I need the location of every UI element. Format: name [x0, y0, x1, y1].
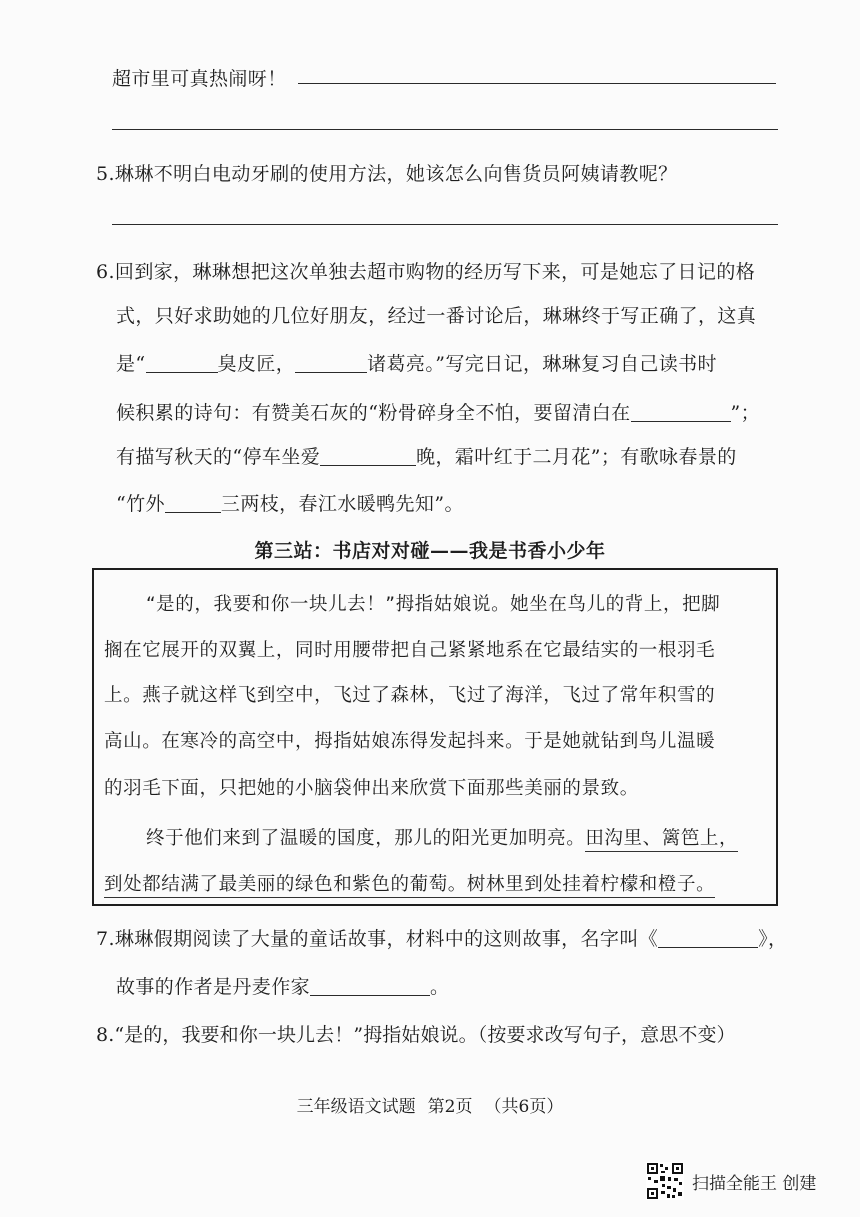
section-heading: 第三站：书店对对碰——我是书香小少年: [254, 540, 606, 562]
prompt-text: 超市里可真热闹呀！: [112, 68, 287, 90]
text-fragment: 有描写秋天的“停车坐爱: [116, 446, 321, 468]
fill-blank[interactable]: [295, 352, 367, 373]
passage-line: 搁在它展开的双翼上，同时用腰带把自己紧紧地系在它最结实的一根羽毛: [104, 640, 716, 661]
text-fragment: 春江水暖鸭先知”。: [298, 493, 464, 515]
text-fragment: 晚，霜叶红于二月花”；有歌咏春景的: [416, 446, 737, 468]
question-6-line: [116, 349, 717, 376]
passage-line: 高山。在寒冷的高空中，拇指姑娘冻得发起抖来。于是她就钻到鸟儿温暖: [104, 731, 716, 752]
answer-line[interactable]: [112, 129, 778, 130]
text-fragment: “竹外: [116, 493, 165, 515]
answer-line[interactable]: [112, 224, 778, 225]
text-fragment: 候积累的诗句：有赞美石灰的“粉骨碎身全不怕，要留清白在: [116, 402, 631, 424]
fill-blank[interactable]: [146, 352, 218, 373]
qr-code-icon: [646, 1162, 684, 1200]
text-fragment: 臭皮匠，: [217, 353, 296, 375]
footer-page: 第2页: [427, 1097, 473, 1117]
fill-blank[interactable]: [165, 492, 221, 513]
page-footer: [0, 1092, 860, 1117]
answer-line[interactable]: [298, 83, 776, 84]
question-6-line: 式，只好求助她的几位好朋友，经过一番讨论后，琳琳终于写正确了，这真: [116, 305, 757, 327]
question-6-line: [116, 398, 760, 425]
text-fragment: 三两枝，: [220, 493, 299, 515]
text-fragment: 是“: [116, 353, 146, 375]
passage-line: 上。燕子就这样飞到空中，飞过了森林，飞过了海洋，飞过了常年积雪的: [104, 685, 716, 706]
passage-line: [104, 870, 715, 896]
text-fragment: 。: [430, 976, 450, 998]
question-5: 5.琳琳不明白电动牙刷的使用方法，她该怎么向售货员阿姨请教呢？: [96, 163, 678, 185]
text-fragment: 诸葛亮。”写完日记，琳琳复习自己读书时: [367, 353, 717, 375]
passage-line: [146, 824, 738, 850]
question-6-line: 6.回到家，琳琳想把这次单独去超市购物的经历写下来，可是她忘了日记的格: [96, 261, 756, 283]
text-fragment: 》，: [758, 928, 788, 950]
text-fragment: 7.琳琳假期阅读了大量的童话故事，材料中的这则故事，名字叫《: [96, 928, 659, 950]
underlined-text: 到处都结满了最美丽的绿色和紫色的葡萄。树林里到处挂着柠檬和橙子。: [104, 874, 715, 898]
fill-blank[interactable]: [320, 445, 416, 466]
passage-line: “是的，我要和你一块儿去！”拇指姑娘说。她坐在鸟儿的背上，把脚: [146, 594, 721, 615]
footer-subject: 三年级语文试题: [296, 1097, 416, 1117]
text-fragment: 故事的作者是丹麦作家: [116, 976, 311, 998]
footer-total: （共6页）: [484, 1097, 564, 1117]
question-7-line: [96, 924, 787, 951]
text-fragment: ”；: [730, 402, 761, 424]
scanner-watermark: 扫描全能王 创建: [692, 1174, 817, 1194]
fill-blank[interactable]: [310, 975, 430, 996]
question-6-line: [116, 489, 464, 516]
text-fragment: 终于他们来到了温暖的国度，那儿的阳光更加明亮。: [146, 828, 586, 849]
question-8: 8.“是的，我要和你一块儿去！”拇指姑娘说。（按要求改写句子，意思不变）: [96, 1024, 736, 1046]
fill-blank[interactable]: [631, 401, 731, 422]
question-6-line: [116, 442, 737, 469]
underlined-text: 田沟里、篱笆上，: [585, 828, 738, 852]
question-7-line: [116, 972, 449, 999]
fill-blank[interactable]: [658, 927, 758, 948]
passage-line: 的羽毛下面，只把她的小脑袋伸出来欣赏下面那些美丽的景致。: [104, 778, 639, 799]
